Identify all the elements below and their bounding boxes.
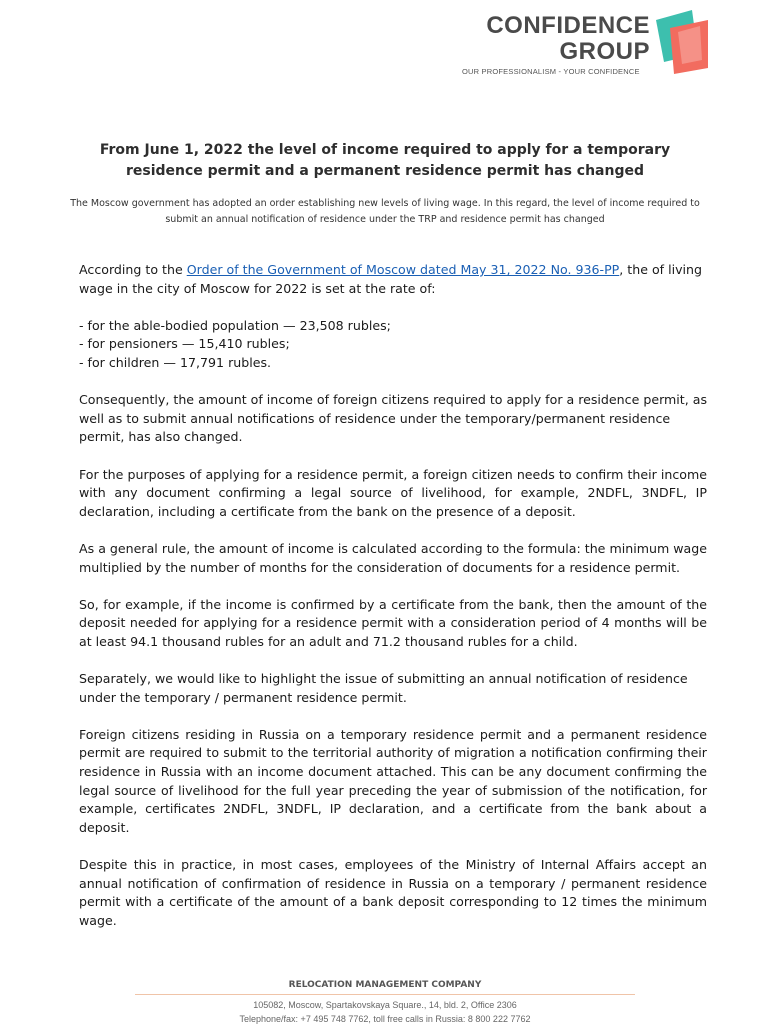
paragraph-general-rule: As a general rule, the amount of income is calculated according to the formula: the minimum wage multiplied by the number of months for the consideration of documents for a residence permit. — [79, 540, 707, 575]
paragraph-separately: Separately, we would like to highlight the issue of submitting an annual notification of residence under the temporary / permanent residence permit. — [79, 671, 688, 705]
company-logo — [460, 10, 710, 80]
logo-word-confidence: CONFIDENCE — [486, 12, 650, 39]
intro-paragraph — [79, 261, 707, 298]
rate-pensioners: - for pensioners — 15,410 rubles; — [79, 336, 290, 352]
logo-word-group: GROUP — [559, 38, 650, 65]
page-title: From June 1, 2022 the level of income required to apply for a temporary residence permit and a permanent residence permit has changed — [99, 142, 671, 179]
footer-phone: Telephone/fax: +7 495 748 7762, toll free calls in Russia: 8 800 222 7762 — [239, 1014, 531, 1024]
rate-children: - for children — 17,791 rubles. — [79, 354, 272, 370]
paragraph-purposes: For the purposes of applying for a residence permit, a foreign citizen needs to confirm their income with any document confirming a legal source of livelihood, for example, 2NDFL, 3NDFL, IP declaration, including a certificate from the bank on the presence of a deposit. — [79, 466, 707, 519]
logo-mark-icon — [652, 10, 710, 74]
paragraph-foreign-citizens: Foreign citizens residing in Russia on a temporary residence permit and a permanent residence permit are required to submit to the territorial authority of migration a notification confirming their residence in Russia with an income document attached. This can be any document confirming the legal source of livelihood for the full year preceding the year of submission of the notification, for example, certificates 2NDFL, 3NDFL, IP declaration, and a certificate from the bank about a deposit. — [79, 726, 707, 835]
footer-company-name: RELOCATION MANAGEMENT COMPANY — [288, 980, 482, 990]
intro-text-before: According to the — [79, 262, 187, 277]
page-footer — [0, 978, 770, 1026]
logo-mark-white-sheet — [678, 26, 702, 64]
intro-text-after: , the of living wage in the city of Moscow for 2022 is set at the rate of: — [79, 262, 703, 296]
article-body — [79, 261, 707, 949]
paragraph-despite: Despite this in practice, in most cases, employees of the Ministry of Internal Affairs accept an annual notification of confirmation of residence in Russia on a temporary / permanent residence permit with a certificate of the amount of a bank deposit corresponding to 12 times the minimum wage. — [79, 857, 707, 928]
paragraph-example: So, for example, if the income is confirmed by a certificate from the bank, then the amount of the deposit needed for applying for a residence permit with a consideration period of 4 months will be at least 94.1 thousand rubles for an adult and 71.2 thousand rubles for a child. — [79, 596, 707, 649]
order-link[interactable]: Order of the Government of Moscow dated May 31, 2022 No. 936-PP — [186, 262, 620, 277]
rate-able-bodied: - for the able-bodied population — 23,508 rubles; — [79, 317, 391, 333]
paragraph-consequently: Consequently, the amount of income of foreign citizens required to apply for a residence permit, as well as to submit annual notifications of residence under the temporary/permanent residence permit, has also changed. — [79, 392, 708, 445]
logo-tagline: OUR PROFESSIONALISM - YOUR CONFIDENCE — [462, 67, 640, 76]
rates-list — [79, 317, 707, 373]
footer-divider — [135, 994, 635, 995]
page-subtitle: The Moscow government has adopted an order establishing new levels of living wage. In this regard, the level of income required to submit an annual notification of residence under the TRP and residence permit has changed — [70, 198, 700, 225]
footer-address: 105082, Moscow, Spartakovskaya Square., 14, bld. 2, Office 2306 — [253, 1000, 517, 1010]
